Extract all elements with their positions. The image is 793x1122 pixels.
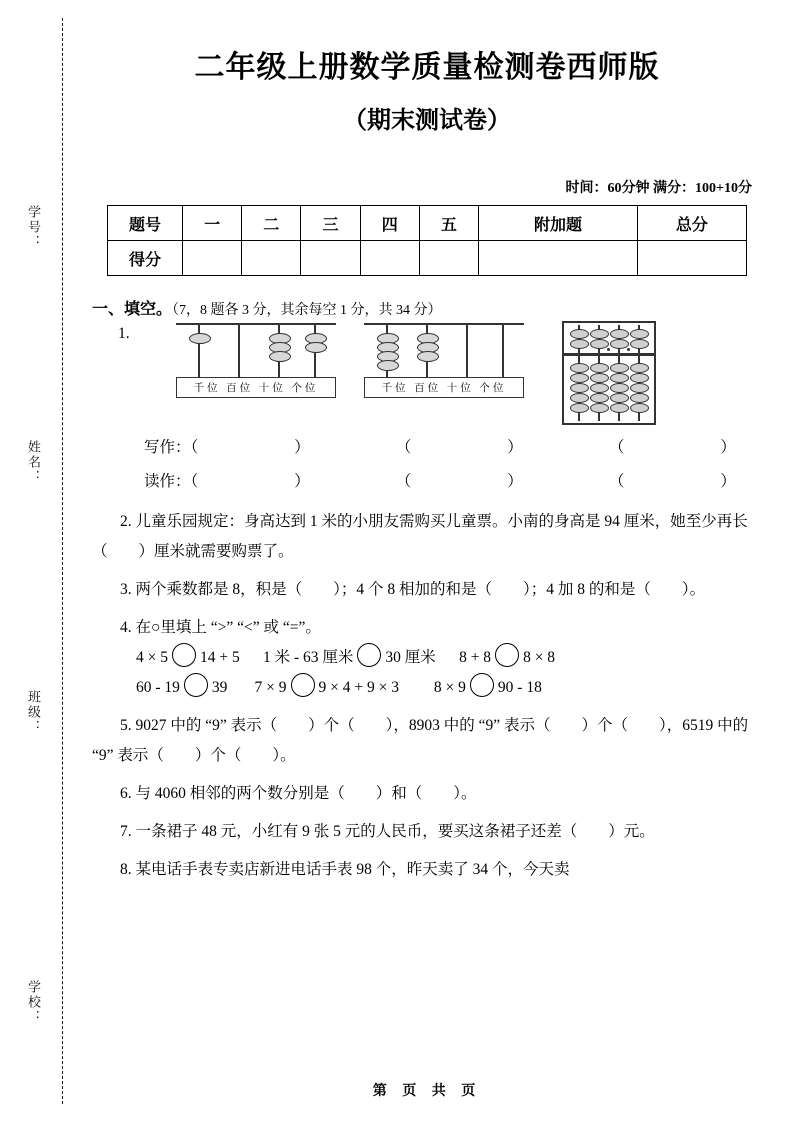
page-footer: 第 页 共 页 <box>372 1084 482 1099</box>
score-cell-3[interactable] <box>301 241 360 276</box>
write-label: 写作：（ <box>144 439 199 456</box>
section-heading-label: 一、填空。 <box>92 301 173 318</box>
q4-l2-f: 90 - 18 <box>497 679 542 696</box>
question-4-line-1 <box>136 643 762 673</box>
score-cell-1[interactable] <box>183 241 242 276</box>
read-label: 读作：（ <box>144 473 199 490</box>
abacus-place-labels-2: 千位 百位 十位 个位 <box>364 377 524 398</box>
score-table-col-2: 二 <box>242 206 301 241</box>
q4-l2-a: 60 - 19 <box>136 679 180 696</box>
side-label-name: 姓名： <box>26 440 41 485</box>
question-8: 8. 某电话手表专卖店新进电话手表 98 个，昨天卖了 34 个，今天卖 <box>120 861 570 878</box>
score-table-row-label-score: 得分 <box>108 241 183 276</box>
side-label-class: 班级： <box>26 690 41 735</box>
exam-page <box>92 0 762 1122</box>
section-heading-note: （7，8 题各 3 分，其余每空 1 分，共 34 分） <box>172 303 442 318</box>
score-cell-4[interactable] <box>360 241 419 276</box>
abacus-place-labels-1: 千位 百位 十位 个位 <box>176 377 336 398</box>
seal-side-labels <box>16 0 60 1122</box>
score-table-col-1: 一 <box>183 206 242 241</box>
question-1-write-line: 写作：（ ） （ ） （ ） <box>144 439 736 456</box>
abacus-icon <box>176 321 336 394</box>
score-table <box>107 205 747 276</box>
q4-l2-b: 39 <box>211 679 228 696</box>
q4-l1-a: 4 × 5 <box>136 649 168 666</box>
score-table-col-3: 三 <box>301 206 360 241</box>
score-table-col-bonus: 附加题 <box>479 206 638 241</box>
score-cell-5[interactable] <box>419 241 478 276</box>
circle-blank[interactable] <box>172 643 196 667</box>
side-label-school: 学校： <box>26 980 41 1025</box>
side-label-student-id: 学号： <box>26 205 41 250</box>
page-subtitle: （期末测试卷） <box>343 108 511 134</box>
circle-blank[interactable] <box>495 643 519 667</box>
question-5: 5. 9027 中的 “9” 表示（ ）个（ ），8903 中的 “9” 表示（ ）个（ ），6519 中的 “9” 表示（ ）个（ ）。 <box>92 717 749 764</box>
score-table-row-label: 题号 <box>108 206 183 241</box>
page-title: 二年级上册数学质量检测卷西师版 <box>194 51 660 84</box>
question-1 <box>92 321 762 431</box>
q4-l2-e: 8 × 9 <box>433 679 466 696</box>
score-table-col-total: 总分 <box>637 206 746 241</box>
question-1-number: 1. <box>118 325 130 342</box>
question-3: 3. 两个乘数都是 8，积是（ ）；4 个 8 相加的和是（ ）；4 加 8 的和是（ ）。 <box>120 581 706 598</box>
score-table-col-5: 五 <box>419 206 478 241</box>
abacus-figure-3 <box>562 321 656 425</box>
exam-meta-info: 时间：60分钟 满分：100+10分 <box>565 181 752 196</box>
circle-blank[interactable] <box>357 643 381 667</box>
q4-l1-c: 1 米 - 63 厘米 <box>263 649 354 666</box>
score-cell-total[interactable] <box>637 241 746 276</box>
binding-dashed-line <box>62 18 63 1104</box>
score-cell-bonus[interactable] <box>479 241 638 276</box>
q4-l1-b: 14 + 5 <box>200 649 240 666</box>
question-2: 2. 儿童乐园规定：身高达到 1 米的小朋友需购买儿童票。小南的身高是 94 厘米，她至少再长（ ）厘米就需要购票了。 <box>92 513 748 560</box>
question-1-read-line: 读作：（ ） （ ） （ ） <box>144 473 736 490</box>
table-row <box>108 241 747 276</box>
circle-blank[interactable] <box>291 673 315 697</box>
q4-l1-e: 8 + 8 <box>459 649 492 666</box>
q4-l1-f: 8 × 8 <box>523 649 556 666</box>
abacus-figure-2 <box>364 321 524 394</box>
score-cell-2[interactable] <box>242 241 301 276</box>
q4-l2-c: 7 × 9 <box>254 679 287 696</box>
question-6: 6. 与 4060 相邻的两个数分别是（ ）和（ ）。 <box>120 785 477 802</box>
suanpan-icon <box>562 321 656 425</box>
circle-blank[interactable] <box>470 673 494 697</box>
question-4-line-2 <box>136 673 762 703</box>
abacus-figure-1 <box>176 321 336 394</box>
section-heading-fill-blank <box>92 296 762 319</box>
table-row <box>108 206 747 241</box>
q4-l1-d: 30 厘米 <box>385 649 436 666</box>
read-close-1: ） <box>294 473 310 490</box>
q4-l2-d: 9 × 4 + 9 × 3 <box>318 679 400 696</box>
question-4-lead: 4. 在○里填上 “>” “<” 或 “=”。 <box>120 619 321 636</box>
abacus-icon <box>364 321 524 394</box>
score-table-col-4: 四 <box>360 206 419 241</box>
write-close-1: ） <box>294 439 310 456</box>
circle-blank[interactable] <box>184 673 208 697</box>
question-7: 7. 一条裙子 48 元，小红有 9 张 5 元的人民币，要买这条裙子还差（ ）元。 <box>120 823 655 840</box>
